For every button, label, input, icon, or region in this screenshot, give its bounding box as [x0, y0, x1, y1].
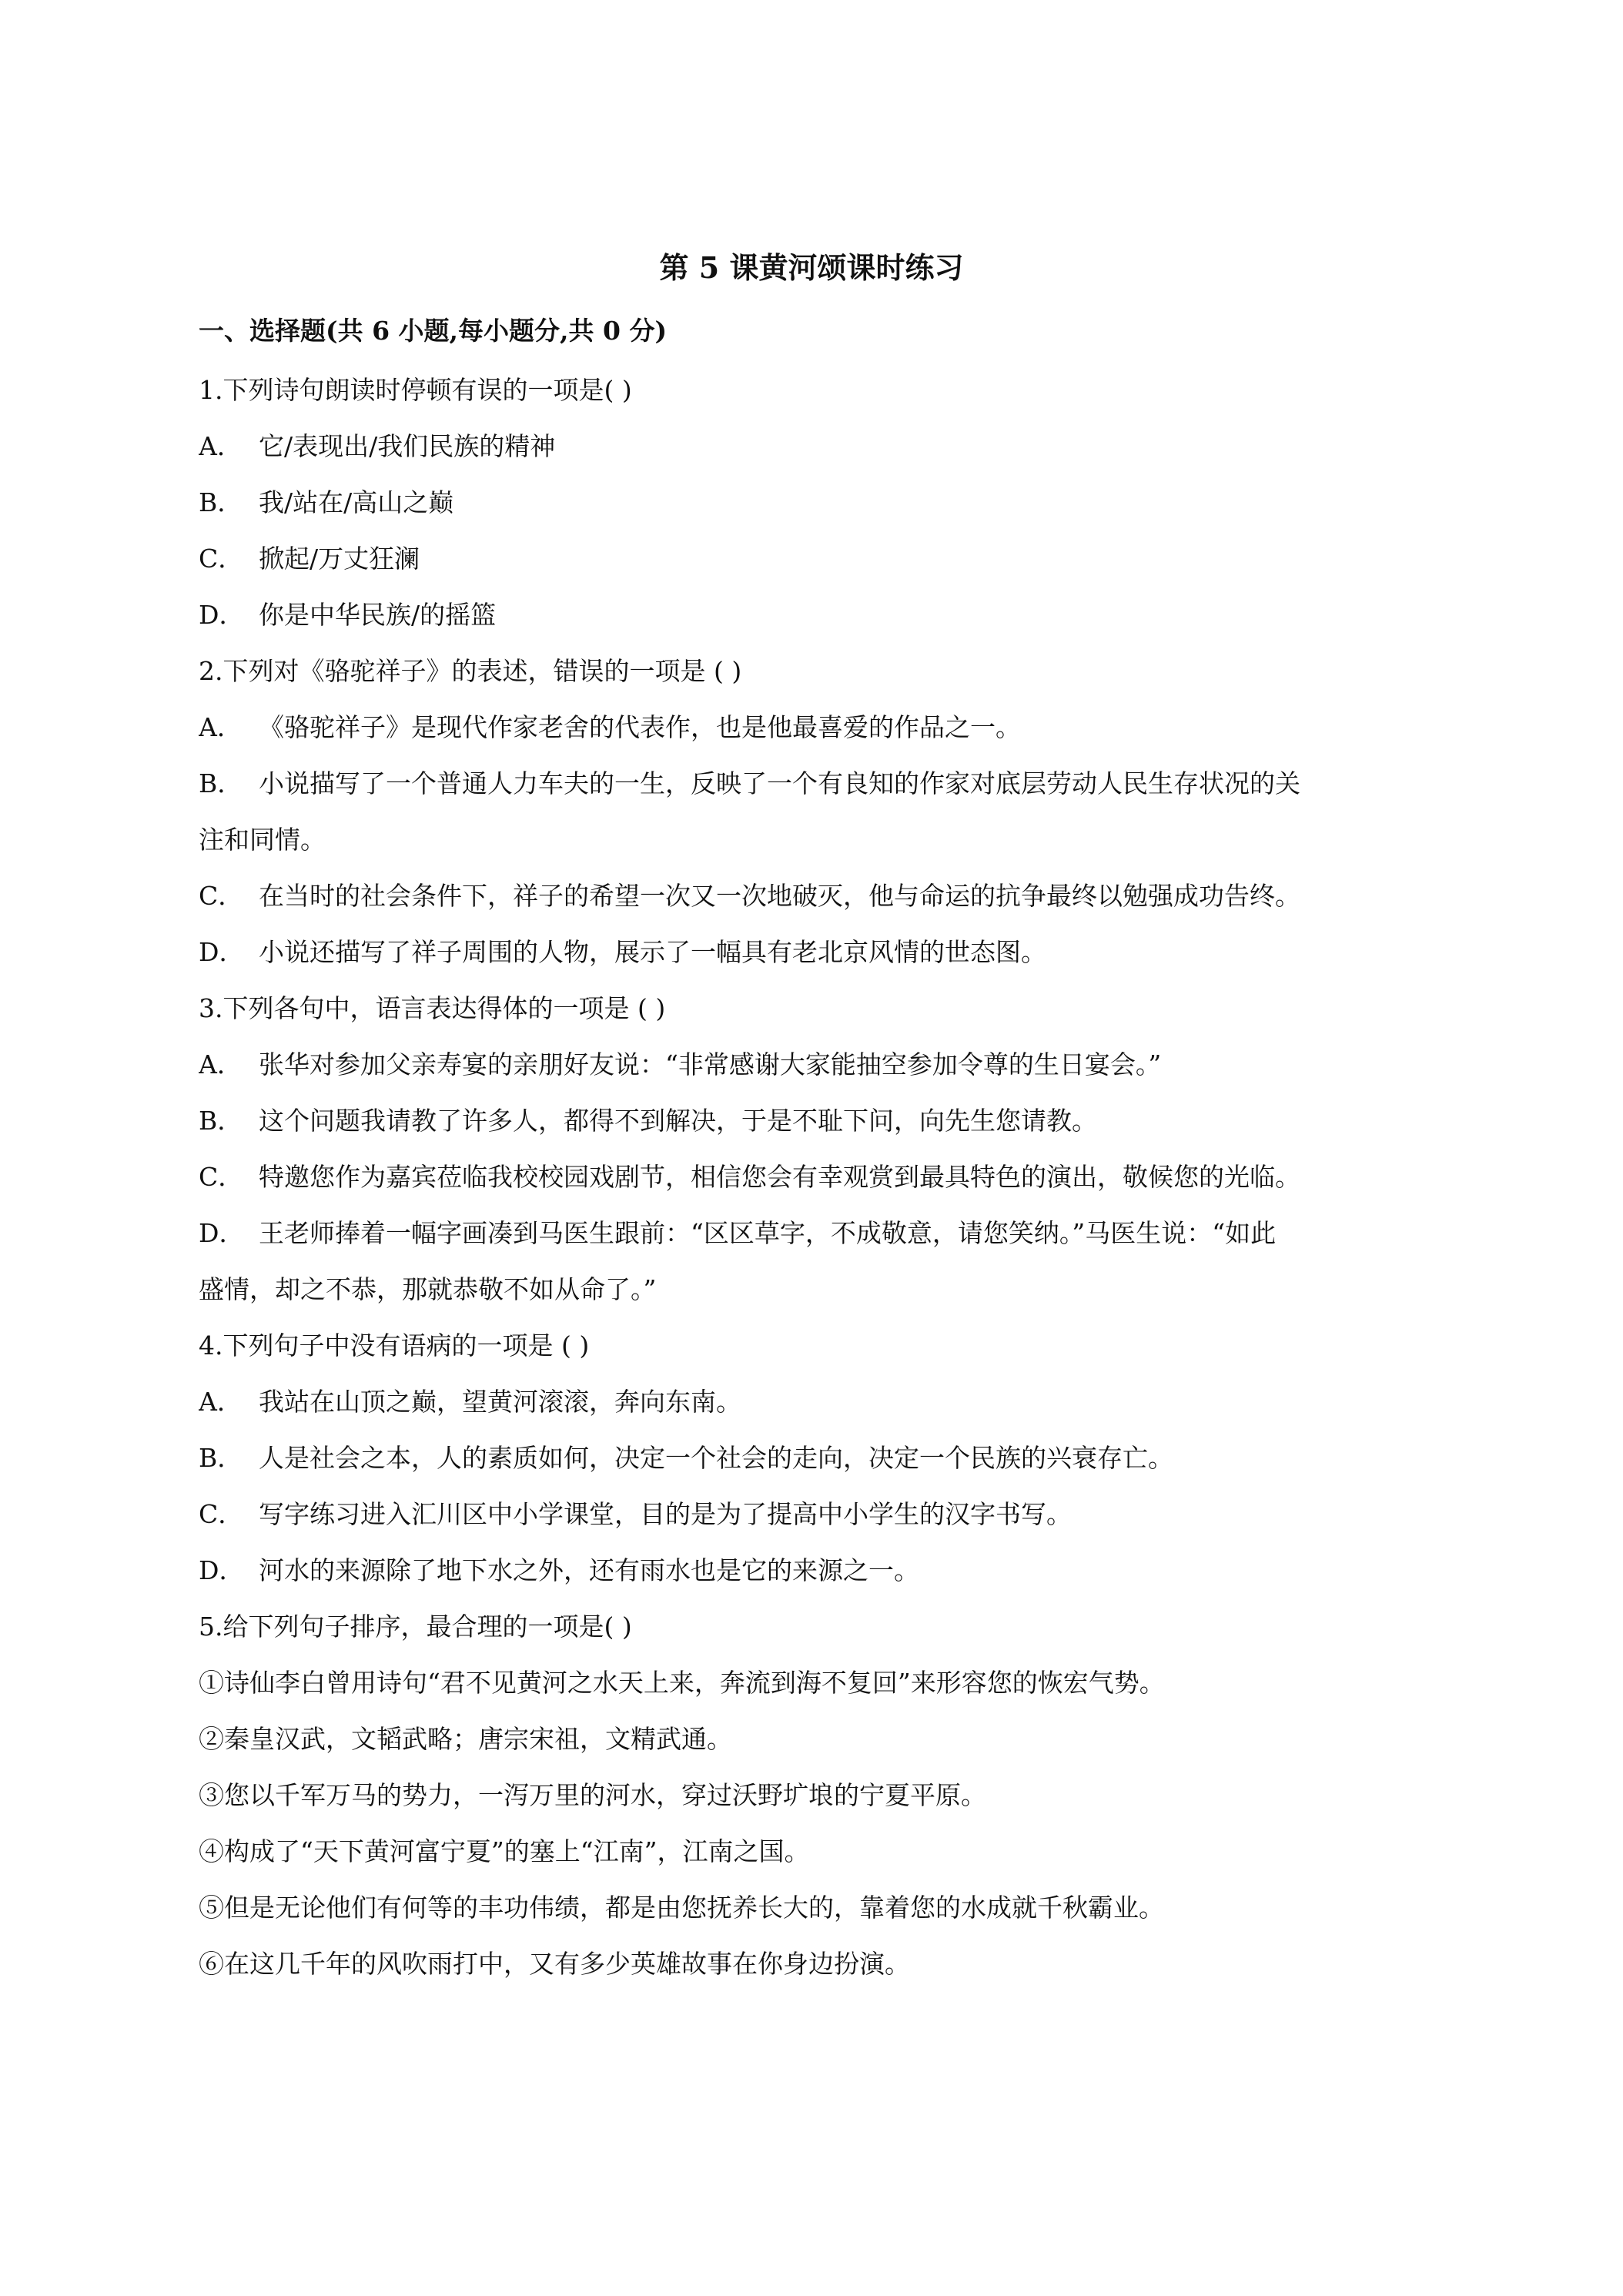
question-1-option-a [199, 418, 1440, 474]
questions-body [199, 362, 1440, 1992]
question-5-sentence-6: ⑥在这几千年的风吹雨打中，又有多少英雄故事在你身边扮演。 [199, 1949, 910, 1979]
option-label: B． [199, 1106, 243, 1136]
question-1-option-c [199, 530, 1440, 587]
option-label: D． [199, 937, 245, 967]
option-label: A． [199, 712, 243, 742]
option-text: 我/站在/高山之巅 [259, 487, 454, 517]
question-1-option-d [199, 587, 1440, 643]
option-label: A． [199, 1049, 243, 1079]
question-2-option-b [199, 755, 1440, 812]
question-2-option-c [199, 868, 1440, 924]
option-label: C． [199, 544, 244, 574]
question-3-option-d-continued: 盛情，却之不恭，那就恭敬不如从命了。” [199, 1274, 657, 1304]
question-5-sentence-2: ②秦皇汉武，文韬武略；唐宗宋祖，文精武通。 [199, 1724, 732, 1754]
question-2-option-d [199, 924, 1440, 980]
question-1-option-b [199, 474, 1440, 530]
option-label: B． [199, 768, 243, 798]
option-label: D． [199, 1555, 245, 1585]
option-label: B． [199, 487, 243, 517]
option-text: 《骆驼祥子》是现代作家老舍的代表作，也是他最喜爱的作品之一。 [259, 712, 1021, 742]
question-3-option-d [199, 1205, 1440, 1261]
option-text: 小说还描写了祥子周围的人物，展示了一幅具有老北京风情的世态图。 [259, 937, 1046, 967]
question-5-sentence-5: ⑤但是无论他们有何等的丰功伟绩，都是由您抚养长大的，靠着您的水成就千秋霸业。 [199, 1893, 1164, 1923]
question-4-option-b [199, 1430, 1440, 1486]
option-text: 张华对参加父亲寿宴的亲朋好友说：“非常感谢大家能抽空参加令尊的生日宴会。” [259, 1049, 1162, 1079]
option-text: 河水的来源除了地下水之外，还有雨水也是它的来源之一。 [259, 1555, 919, 1585]
question-3-option-a [199, 1036, 1440, 1093]
option-label: C． [199, 881, 244, 911]
question-3-option-b [199, 1093, 1440, 1149]
option-label: D． [199, 600, 245, 630]
question-5-stem: 5.给下列句子排序，最合理的一项是( ) [199, 1612, 632, 1642]
option-text: 这个问题我请教了许多人，都得不到解决，于是不耻下问，向先生您请教。 [259, 1106, 1097, 1136]
question-2-option-b-continued: 注和同情。 [199, 825, 326, 855]
option-text: 写字练习进入汇川区中小学课堂，目的是为了提高中小学生的汉字书写。 [259, 1499, 1072, 1529]
option-text: 小说描写了一个普通人力车夫的一生，反映了一个有良知的作家对底层劳动人民生存状况的关 [259, 768, 1300, 798]
question-1-stem: 1.下列诗句朗读时停顿有误的一项是( ) [199, 375, 632, 405]
question-2-stem: 2.下列对《骆驼祥子》的表述，错误的一项是 ( ) [199, 656, 742, 686]
question-5-sentence-4: ④构成了“天下黄河富宁夏”的塞上“江南”，江南之国。 [199, 1836, 810, 1866]
question-4-option-d [199, 1542, 1440, 1598]
question-2-option-a [199, 699, 1440, 755]
page-title: 第 5 课黄河颂课时练习 [659, 250, 964, 285]
option-text: 特邀您作为嘉宾莅临我校校园戏剧节，相信您会有幸观赏到最具特色的演出，敬候您的光临。 [259, 1162, 1300, 1192]
question-4-stem: 4.下列句子中没有语病的一项是 ( ) [199, 1330, 590, 1361]
option-label: C． [199, 1499, 244, 1529]
option-text: 你是中华民族/的摇篮 [259, 600, 497, 630]
option-label: A． [199, 431, 243, 461]
option-text: 在当时的社会条件下，祥子的希望一次又一次地破灭，他与命运的抗争最终以勉强成功告终。 [259, 881, 1300, 911]
question-3-option-c [199, 1149, 1440, 1205]
question-5-sentence-3: ③您以千军万马的势力，一泻万里的河水，穿过沃野圹埌的宁夏平原。 [199, 1780, 986, 1810]
option-text: 掀起/万丈狂澜 [259, 544, 420, 574]
question-5-sentence-1: ①诗仙李白曾用诗句“君不见黄河之水天上来，奔流到海不复回”来形容您的恢宏气势。 [199, 1668, 1165, 1698]
option-label: D． [199, 1218, 245, 1248]
section-heading: 一、选择题(共 6 小题,每小题分,共 0 分) [199, 316, 668, 346]
option-text: 王老师捧着一幅字画凑到马医生跟前：“区区草字，不成敬意，请您笑纳。”马医生说：“如此 [259, 1218, 1277, 1248]
option-label: C． [199, 1162, 244, 1192]
option-label: A． [199, 1387, 243, 1417]
question-4-option-a [199, 1374, 1440, 1430]
option-text: 它/表现出/我们民族的精神 [259, 431, 556, 461]
option-text: 人是社会之本，人的素质如何，决定一个社会的走向，决定一个民族的兴衰存亡。 [259, 1443, 1173, 1473]
option-text: 我站在山顶之巅，望黄河滚滚，奔向东南。 [259, 1387, 741, 1417]
question-3-stem: 3.下列各句中，语言表达得体的一项是 ( ) [199, 993, 666, 1023]
question-4-option-c [199, 1486, 1440, 1542]
option-label: B． [199, 1443, 243, 1473]
